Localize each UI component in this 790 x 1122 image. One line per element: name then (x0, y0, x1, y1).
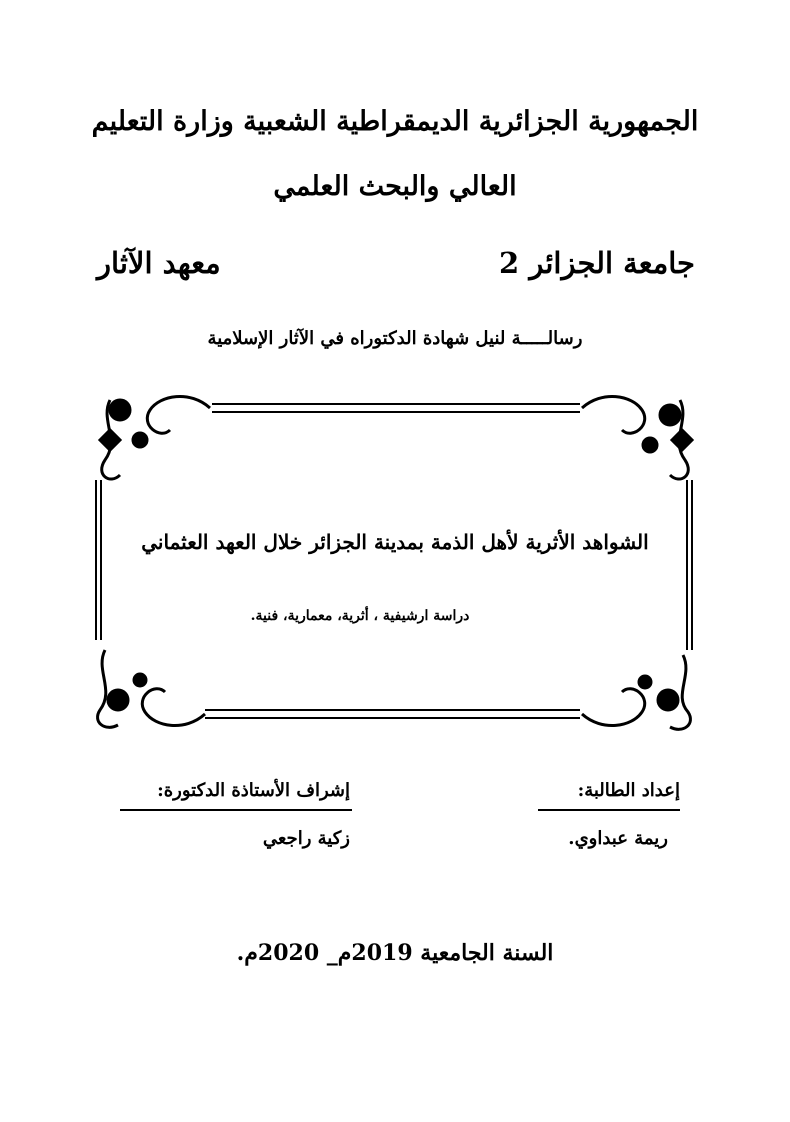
thesis-description: رسالـــــة لنيل شهادة الدكتوراه في الآثار الإسلامية (207, 328, 583, 349)
header-line-1: الجمهورية الجزائرية الديمقراطية الشعبية وزارة التعليم (91, 106, 699, 137)
academic-year: السنة الجامعية 2019م_ 2020م. (236, 940, 554, 966)
university-name: جامعة الجزائر 2 (499, 246, 695, 280)
student-name: ريمة عبداوي. (568, 828, 668, 849)
student-label: إعداد الطالبة: (577, 780, 680, 801)
header-line-2: العالي والبحث العلمي (273, 171, 517, 202)
supervisor-label: إشراف الأستاذة الدكتورة: (157, 780, 350, 801)
institute-name: معهد الآثار (97, 246, 221, 280)
thesis-subtitle: دراسة ارشيفية ، أثرية، معمارية، فنية. (250, 608, 470, 624)
thesis-title: الشواهد الأثرية لأهل الذمة بمدينة الجزائر خلال العهد العثماني (141, 530, 649, 554)
supervisor-name: زكية راجعي (262, 828, 350, 849)
